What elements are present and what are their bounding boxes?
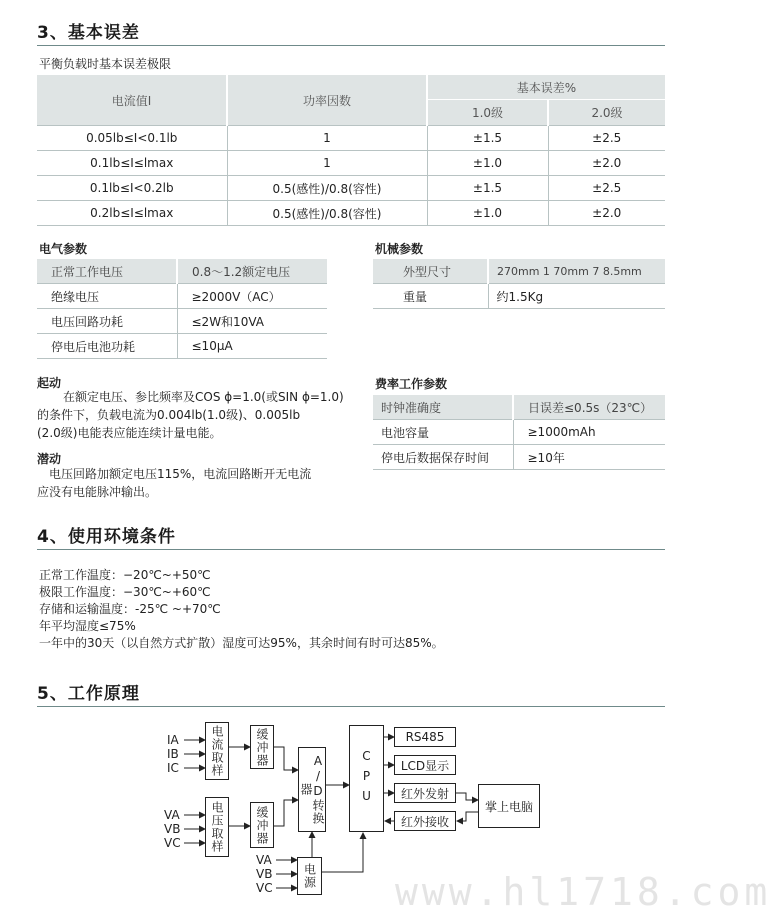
cell-class2: ±2.0 (548, 201, 665, 226)
cpu-block (349, 725, 384, 832)
param-value: ≥2000V（AC） (177, 284, 327, 309)
tariff-title: 费率工作参数 (375, 377, 448, 391)
input-label-ia: IA (167, 733, 179, 747)
input-label-va: VA (164, 808, 180, 822)
input-label-ic: IC (167, 761, 179, 775)
param-key: 停电后数据保存时间 (373, 445, 513, 470)
current-sampling-label: 电流取样 (210, 725, 224, 777)
power-supply-label: 电源 (302, 863, 317, 889)
handheld-computer-block (478, 784, 540, 828)
current-sampling-block (205, 722, 229, 780)
cell-class2: ±2.5 (548, 176, 665, 201)
creep-line: 应没有电能脉冲输出。 (37, 485, 158, 499)
section4-title: 4、使用环境条件 (37, 527, 176, 547)
param-key: 停电后电池功耗 (37, 334, 177, 359)
header-current: 电流值I (37, 75, 227, 126)
cell-class1: ±1.5 (427, 176, 548, 201)
input-label-ib: IB (167, 747, 179, 761)
param-value: ≥10年 (513, 445, 665, 470)
param-key: 电压回路功耗 (37, 309, 177, 334)
rs485-label: RS485 (405, 730, 445, 744)
cell-class2: ±2.5 (548, 126, 665, 151)
creep-line: 电压回路加额定电压115%，电流回路断开无电流 (49, 467, 312, 481)
param-key: 绝缘电压 (37, 284, 177, 309)
startup-line: (2.0级)电能表应能连续计量电能。 (37, 426, 222, 440)
cell-class1: ±1.5 (427, 126, 548, 151)
buffer-block-voltage (250, 802, 274, 848)
cell-current: 0.1lb≤I<0.2lb (37, 176, 227, 201)
startup-title: 起动 (37, 376, 62, 390)
param-value: ≤10μA (177, 334, 327, 359)
startup-line: 在额定电压、参比频率及COS ɸ=1.0(或SIN ɸ=1.0) (63, 390, 344, 404)
handheld-computer-label: 掌上电脑 (484, 799, 533, 814)
adc-label: A/D转换器 (299, 754, 325, 825)
rs485-block (394, 727, 456, 747)
mechanical-title: 机械参数 (375, 242, 424, 256)
cell-current: 0.1lb≤I≤lmax (37, 151, 227, 176)
cell-class1: ±1.0 (427, 151, 548, 176)
header-class-1: 1.0级 (427, 100, 548, 126)
env-line: 正常工作温度：−20℃~+50℃ (39, 568, 211, 582)
voltage-sampling-block (205, 797, 229, 857)
lcd-label: LCD显示 (400, 758, 450, 773)
startup-line: 的条件下，负载电流为0.004lb(1.0级)、0.005lb (37, 408, 301, 422)
power-supply-block (297, 857, 322, 895)
header-basic-error: 基本误差% (427, 75, 665, 100)
env-line: 年平均湿度≤75% (39, 619, 136, 633)
creep-title: 潜动 (37, 452, 62, 466)
env-line: 存储和运输温度：-25℃ ~+70℃ (39, 602, 221, 616)
input-label-vb: VB (164, 822, 181, 836)
param-value: 0.8～1.2额定电压 (177, 259, 327, 284)
param-key: 电池容量 (373, 420, 513, 445)
watermark: www.hl1718.com (395, 870, 771, 914)
electrical-title: 电气参数 (39, 242, 88, 256)
param-key: 正常工作电压 (37, 259, 177, 284)
adc-block (298, 747, 326, 832)
ir-receive-block (394, 811, 456, 831)
input-label-vc: VC (164, 836, 181, 850)
buffer-label: 缓冲器 (255, 805, 269, 845)
cpu-label: CPU (359, 748, 374, 809)
header-class-2: 2.0级 (548, 100, 665, 126)
env-line: 极限工作温度：−30℃~+60℃ (39, 585, 211, 599)
section5-title: 5、工作原理 (37, 684, 140, 704)
power-input-vb: VB (256, 867, 273, 881)
cell-class2: ±2.0 (548, 151, 665, 176)
voltage-sampling-label: 电压取样 (210, 801, 224, 853)
header-power-factor: 功率因数 (227, 75, 427, 126)
power-input-va: VA (256, 853, 272, 867)
env-line: 一年中的30天（以自然方式扩散）湿度可达95%，其余时间有时可达85%。 (39, 636, 444, 650)
cell-pf: 1 (227, 126, 427, 151)
param-value: 270mm 1 70mm 7 8.5mm (488, 259, 665, 284)
power-input-vc: VC (256, 881, 273, 895)
param-key: 外型尺寸 (373, 259, 488, 284)
error-table-caption: 平衡负载时基本误差极限 (39, 57, 172, 71)
param-key: 重量 (373, 284, 488, 309)
cell-current: 0.05lb≤I<0.1lb (37, 126, 227, 151)
param-value: ≤2W和10VA (177, 309, 327, 334)
ir-transmit-label: 红外发射 (400, 786, 449, 801)
buffer-label: 缓冲器 (255, 727, 269, 767)
param-key: 时钟准确度 (373, 395, 513, 420)
lcd-block (394, 755, 456, 775)
ir-receive-label: 红外接收 (400, 814, 449, 829)
cell-current: 0.2lb≤I≤lmax (37, 201, 227, 226)
section3-title: 3、基本误差 (37, 23, 140, 43)
param-value: 日误差≤0.5s（23℃） (513, 395, 665, 420)
cell-pf: 1 (227, 151, 427, 176)
cell-pf: 0.5(感性)/0.8(容性) (227, 201, 427, 226)
cell-class1: ±1.0 (427, 201, 548, 226)
param-value: ≥1000mAh (513, 420, 665, 445)
param-value: 约1.5Kg (488, 284, 665, 309)
buffer-block-current (250, 725, 274, 769)
cell-pf: 0.5(感性)/0.8(容性) (227, 176, 427, 201)
ir-transmit-block (394, 783, 456, 803)
